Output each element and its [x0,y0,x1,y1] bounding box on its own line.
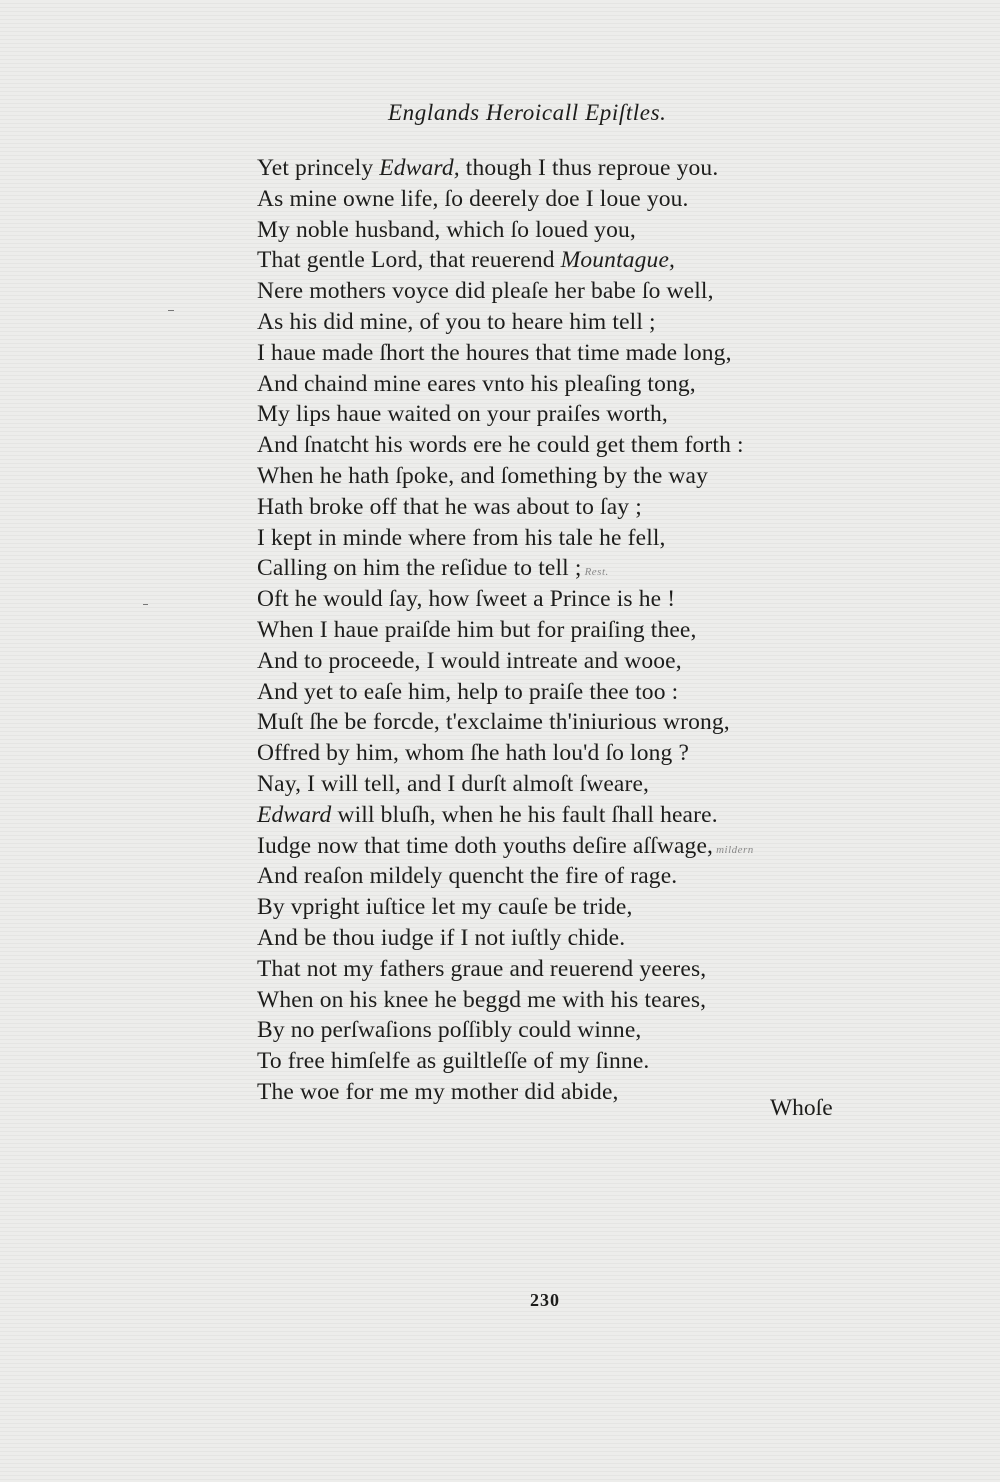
poem-line [257,646,857,677]
line-text: By vpright iuſtice let my cauſe be tride, [257,894,633,921]
poem-line [257,892,857,923]
line-text: I haue made ſhort the houres that time made long, [257,339,732,366]
line-text: As mine owne life, ſo deerely doe I loue you. [257,185,689,212]
poem-line [257,738,857,769]
poem-line [257,430,857,461]
poem-line [257,184,857,215]
line-text: When on his knee he beggd me with his teares, [257,986,707,1013]
line-text: When I haue praiſde him but for praiſing thee, [257,616,697,643]
paper-speck [168,310,174,311]
poem-line [257,523,857,554]
line-text: Oft he would ſay, how ſweet a Prince is he ! [257,586,676,613]
paper-speck [143,604,148,605]
line-text: Offred by him, whom ſhe hath lou'd ſo long ? [257,740,690,767]
poem-line [257,677,857,708]
line-text: though I thus reproue you. [459,155,719,181]
line-text: Nere mothers voyce did pleaſe her babe ſo well, [257,278,714,305]
poem-line [257,276,857,307]
handwritten-annotation: Rest. [584,566,609,579]
poem-line [257,399,857,430]
page-number: 230 [530,1290,560,1310]
line-text: That gentle Lord, that reuerend [257,247,561,274]
italic-name: Edward [257,801,332,828]
catchword: Whoſe [770,1095,833,1121]
line-text: My noble husband, which ſo loued you, [257,216,636,243]
poem-line [257,307,857,338]
poem-line [257,584,857,615]
line-text: As his did mine, of you to heare him tell ; [257,308,656,335]
poem-line [257,707,857,738]
line-text: That not my fathers graue and reuerend yeeres, [257,955,707,982]
poem-text [257,153,857,1108]
poem-line [257,461,857,492]
poem-line [257,954,857,985]
line-text: And to proceede, I would intreate and wooe, [257,647,682,674]
line-text: Yet princely [257,155,380,181]
line-text: Nay, I will tell, and I durſt almoſt ſweare, [257,770,650,797]
running-head: Englands Heroicall Epiſtles. [388,100,667,125]
line-text: I kept in minde where from his tale he fell, [257,524,666,551]
poem-line [257,831,857,862]
line-text: And yet to eaſe him, help to praiſe thee too : [257,678,679,705]
poem-line [257,1015,857,1046]
poem-line [257,861,857,892]
line-text: And ſnatcht his words ere he could get them forth : [257,432,744,459]
line-text: And reaſon mildely quencht the fire of rage. [257,863,678,890]
line-text: By no perſwaſions poſſibly could winne, [257,1017,642,1044]
poem-line [257,338,857,369]
line-text: Calling on him the reſidue to tell ; [257,555,582,582]
line-text: will bluſh, when he his fault ſhall heare. [331,801,718,828]
line-text: When he hath ſpoke, and ſomething by the way [257,462,709,489]
line-text: Muſt ſhe be forcde, t'exclaime th'iniurious wrong, [257,709,730,736]
poem-line [257,615,857,646]
italic-name: Edward, [379,155,460,181]
line-text: My lips haue waited on your praiſes worth, [257,401,668,428]
poem-line [257,769,857,800]
line-text: And be thou iudge if I not iuſtly chide. [257,924,626,951]
poem-line [257,215,857,246]
poem-line [257,369,857,400]
line-text: Iudge now that time doth youths deſire aſſwage, [257,832,714,859]
poem-line [257,800,857,831]
poem-line [257,1046,857,1077]
poem-line [257,923,857,954]
line-text: To free himſelfe as guiltleſſe of my ſinne. [257,1048,650,1075]
poem-line [257,985,857,1016]
poem-line [257,553,857,584]
poem-line [257,1077,857,1108]
line-text: And chaind mine eares vnto his pleaſing tong, [257,370,696,397]
handwritten-annotation: mildern [716,843,754,856]
line-text: Hath broke off that he was about to ſay ; [257,493,642,520]
line-text: The woe for me my mother did abide, [257,1078,619,1105]
poem-line [257,153,857,184]
poem-line [257,245,857,276]
italic-name: Mountague, [560,247,676,274]
poem-line [257,492,857,523]
